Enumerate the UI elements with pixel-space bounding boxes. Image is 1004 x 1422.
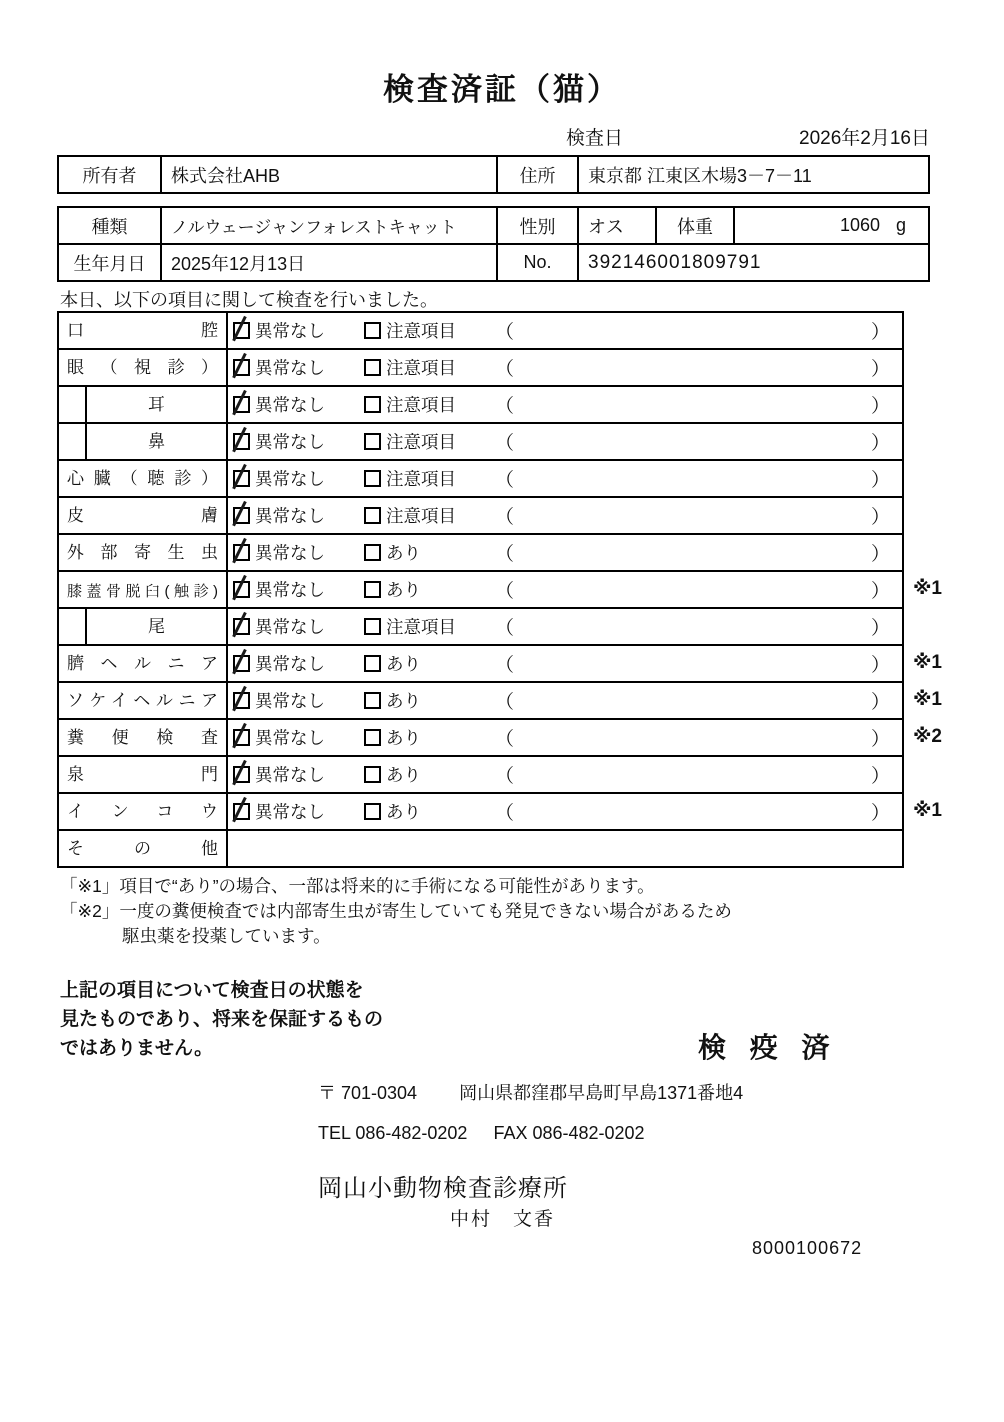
disclaimer-line-1: 上記の項目について検査日の状態を	[60, 980, 364, 1001]
quarantine-passed-stamp: 検 疫 済	[698, 1032, 838, 1063]
option-label: 異常なし	[255, 432, 325, 452]
empty-checkbox-icon	[364, 803, 381, 820]
owner-table	[57, 155, 930, 194]
footnote-mark: ※1	[912, 800, 942, 821]
remarks-parens	[495, 502, 902, 529]
clinic-address-row	[318, 1079, 743, 1105]
paren-open: （	[495, 581, 515, 602]
paren-open: （	[495, 507, 515, 528]
id-label: No.	[496, 245, 577, 280]
item-label: 泉門	[59, 757, 228, 792]
footnote-mark: ※2	[912, 726, 942, 747]
option-label: 注意項目	[386, 469, 456, 489]
clinic-tel: TEL 086-482-0202	[318, 1123, 468, 1143]
option-label: 異常なし	[255, 691, 325, 711]
inspection-row	[59, 533, 902, 570]
checkbox-option	[364, 688, 495, 713]
option-label: 異常なし	[255, 469, 325, 489]
option-label: 異常なし	[255, 728, 325, 748]
paren-open: （	[495, 470, 515, 491]
item-label: 皮膚	[59, 498, 228, 533]
paren-open: （	[495, 322, 515, 343]
sex-label: 性別	[496, 208, 577, 243]
empty-checkbox-icon	[364, 729, 381, 746]
empty-checkbox-icon	[364, 692, 381, 709]
empty-checkbox-icon	[364, 618, 381, 635]
option-label: 異常なし	[255, 617, 325, 637]
paren-open: （	[495, 396, 515, 417]
owner-label: 所有者	[82, 165, 137, 186]
item-content	[228, 757, 902, 792]
footnote-mark: ※1	[912, 578, 942, 599]
paren-open: （	[495, 618, 515, 639]
option-label: あり	[386, 654, 421, 674]
paren-open: （	[495, 729, 515, 750]
veterinarian-name: 中村 文香	[450, 1209, 556, 1230]
remarks-parens	[495, 798, 902, 825]
address-value: 東京都 江東区木場3－7－11	[577, 157, 928, 192]
option-label: 注意項目	[386, 506, 456, 526]
footnote-2-continued: 駆虫薬を投薬しています。	[122, 926, 331, 946]
checked-checkbox-icon	[233, 618, 250, 635]
paren-close: ）	[870, 581, 890, 602]
item-content	[228, 720, 902, 755]
inspection-row	[59, 644, 942, 681]
paren-close: ）	[870, 618, 890, 639]
paren-close: ）	[870, 766, 890, 787]
item-content	[228, 646, 902, 681]
item-content	[228, 683, 902, 718]
checkbox-option	[364, 540, 495, 565]
checkbox-option	[364, 651, 495, 676]
footnote-mark: ※1	[912, 652, 942, 673]
id-value: 392146001809791	[577, 245, 928, 280]
paren-open: （	[495, 692, 515, 713]
paren-close: ）	[870, 803, 890, 824]
option-label: あり	[386, 802, 421, 822]
weight-cell	[733, 208, 928, 243]
checkbox-option	[233, 503, 364, 528]
paren-open: （	[495, 544, 515, 565]
checkbox-option	[364, 799, 495, 824]
item-label: 耳	[59, 387, 228, 422]
checkbox-option	[233, 762, 364, 787]
option-label: 注意項目	[386, 395, 456, 415]
inspection-row	[59, 570, 942, 607]
remarks-parens	[495, 428, 902, 455]
paren-open: （	[495, 433, 515, 454]
option-label: 注意項目	[386, 617, 456, 637]
checkbox-option	[233, 318, 364, 343]
checked-checkbox-icon	[233, 544, 250, 561]
inspection-row	[59, 718, 942, 755]
option-label: あり	[386, 765, 421, 785]
remarks-parens	[495, 465, 902, 492]
checked-checkbox-icon	[233, 470, 250, 487]
checkbox-option	[233, 725, 364, 750]
checked-checkbox-icon	[233, 766, 250, 783]
item-content	[228, 794, 902, 829]
checkbox-option	[233, 799, 364, 824]
paren-close: ）	[870, 359, 890, 380]
remarks-parens	[495, 354, 902, 381]
inspection-row	[59, 459, 902, 496]
disclaimer-line-2: 見たものであり、将来を保証するもの	[60, 1009, 384, 1030]
checkbox-option	[233, 577, 364, 602]
checked-checkbox-icon	[233, 433, 250, 450]
checkbox-option	[233, 392, 364, 417]
footnote-2: 「※2」一度の糞便検査では内部寄生虫が寄生していても発見できない場合があるため	[60, 901, 732, 921]
item-content	[228, 831, 902, 866]
empty-checkbox-icon	[364, 396, 381, 413]
option-label: 異常なし	[255, 506, 325, 526]
address-label: 住所	[496, 157, 577, 192]
option-label: 異常なし	[255, 580, 325, 600]
paren-close: ）	[870, 322, 890, 343]
clinic-postal-code: 〒 701-0304	[318, 1083, 418, 1103]
empty-checkbox-icon	[364, 322, 381, 339]
disclaimer-line-3: ではありません。	[60, 1038, 214, 1059]
paren-close: ）	[870, 470, 890, 491]
item-content	[228, 350, 902, 385]
clinic-contact-row	[318, 1123, 645, 1144]
paren-close: ）	[870, 507, 890, 528]
birthdate-value: 2025年12月13日	[160, 245, 496, 280]
paren-close: ）	[870, 544, 890, 565]
checkbox-option	[364, 577, 495, 602]
paren-open: （	[495, 655, 515, 676]
footnote-1: 「※1」項目で“あり”の場合、一部は将来的に手術になる可能性があります。	[60, 876, 655, 896]
exam-date-row	[566, 123, 930, 150]
intro-text: 本日、以下の項目に関して検査を行いました。	[60, 290, 438, 310]
option-label: 異常なし	[255, 802, 325, 822]
item-label: 口腔	[59, 313, 228, 348]
item-label: その他	[59, 831, 228, 866]
empty-checkbox-icon	[364, 359, 381, 376]
empty-checkbox-icon	[364, 544, 381, 561]
checkbox-option	[233, 466, 364, 491]
inspection-row	[59, 829, 902, 866]
option-label: 異常なし	[255, 395, 325, 415]
item-content	[228, 424, 902, 459]
item-label: 糞便検査	[59, 720, 228, 755]
checked-checkbox-icon	[233, 803, 250, 820]
paren-open: （	[495, 803, 515, 824]
item-label: 尾	[59, 609, 228, 644]
checkbox-option	[233, 540, 364, 565]
item-content	[228, 387, 902, 422]
animal-table	[57, 206, 930, 282]
empty-checkbox-icon	[364, 470, 381, 487]
item-content	[228, 313, 902, 348]
empty-checkbox-icon	[364, 581, 381, 598]
inspection-row	[59, 792, 942, 829]
checked-checkbox-icon	[233, 396, 250, 413]
item-content	[228, 609, 902, 644]
empty-checkbox-icon	[364, 507, 381, 524]
clinic-name: 岡山小動物検査診療所	[318, 1175, 568, 1202]
footnotes	[60, 874, 732, 949]
inspection-row	[59, 755, 902, 792]
breed-value: ノルウェージャンフォレストキャット	[160, 208, 496, 243]
inspection-row	[59, 422, 902, 459]
item-label: ソケイヘルニア	[59, 683, 228, 718]
checkbox-option	[364, 614, 495, 639]
paren-close: ）	[870, 433, 890, 454]
inspection-row	[59, 496, 902, 533]
option-label: あり	[386, 691, 421, 711]
remarks-parens	[495, 724, 902, 751]
paren-open: （	[495, 359, 515, 380]
item-label: インコウ	[59, 794, 228, 829]
checkbox-option	[364, 392, 495, 417]
item-label: 外部寄生虫	[59, 535, 228, 570]
empty-checkbox-icon	[364, 766, 381, 783]
option-label: 注意項目	[386, 321, 456, 341]
paren-close: ）	[870, 729, 890, 750]
birthdate-row	[59, 243, 928, 280]
item-content	[228, 498, 902, 533]
inspection-row	[59, 313, 902, 348]
owner-row	[59, 157, 928, 192]
inspection-row	[59, 681, 942, 718]
checkbox-option	[233, 614, 364, 639]
paren-close: ）	[870, 692, 890, 713]
empty-checkbox-icon	[364, 655, 381, 672]
paren-open: （	[495, 766, 515, 787]
checkbox-option	[364, 762, 495, 787]
remarks-parens	[495, 687, 902, 714]
item-label: 心臓（聴診）	[59, 461, 228, 496]
item-label: 臍ヘルニア	[59, 646, 228, 681]
clinic-address: 岡山県都窪郡早島町早島1371番地4	[459, 1083, 744, 1103]
remarks-parens	[495, 576, 902, 603]
paren-close: ）	[870, 396, 890, 417]
option-label: 異常なし	[255, 765, 325, 785]
checkbox-option	[233, 429, 364, 454]
breed-label: 種類	[91, 216, 128, 237]
checkbox-option	[233, 651, 364, 676]
paren-close: ）	[870, 655, 890, 676]
remarks-parens	[495, 391, 902, 418]
item-label: 眼（視診）	[59, 350, 228, 385]
remarks-parens	[495, 650, 902, 677]
checked-checkbox-icon	[233, 581, 250, 598]
checkbox-option	[364, 503, 495, 528]
inspection-row	[59, 607, 902, 644]
checkbox-option	[233, 688, 364, 713]
checkbox-option	[364, 429, 495, 454]
checked-checkbox-icon	[233, 692, 250, 709]
document-title: 検査済証（猫）	[383, 72, 621, 107]
option-label: 注意項目	[386, 358, 456, 378]
checkbox-option	[364, 355, 495, 380]
checkbox-option	[364, 318, 495, 343]
disclaimer	[60, 976, 383, 1063]
inspection-row	[59, 348, 902, 385]
owner-value: 株式会社AHB	[160, 157, 496, 192]
option-label: あり	[386, 728, 421, 748]
weight-unit: g	[895, 215, 906, 235]
item-label: 膝蓋骨脱臼(触診)	[59, 572, 228, 607]
checked-checkbox-icon	[233, 359, 250, 376]
empty-checkbox-icon	[364, 433, 381, 450]
clinic-fax: FAX 086-482-0202	[493, 1123, 645, 1143]
checkbox-option	[233, 355, 364, 380]
option-label: 注意項目	[386, 432, 456, 452]
item-content	[228, 461, 902, 496]
item-content	[228, 572, 902, 607]
option-label: 異常なし	[255, 543, 325, 563]
option-label: 異常なし	[255, 654, 325, 674]
inspection-row	[59, 385, 902, 422]
weight-label: 体重	[655, 208, 733, 243]
sex-value: オス	[577, 208, 655, 243]
birthdate-label: 生年月日	[73, 253, 146, 274]
breed-row	[59, 208, 928, 243]
item-label: 鼻	[59, 424, 228, 459]
item-content	[228, 535, 902, 570]
inspection-table	[57, 311, 942, 868]
remarks-parens	[495, 613, 902, 640]
checked-checkbox-icon	[233, 322, 250, 339]
footnote-mark: ※1	[912, 689, 942, 710]
checked-checkbox-icon	[233, 729, 250, 746]
checked-checkbox-icon	[233, 655, 250, 672]
checked-checkbox-icon	[233, 507, 250, 524]
remarks-parens	[495, 539, 902, 566]
option-label: あり	[386, 543, 421, 563]
weight-value: 1060	[839, 215, 880, 235]
option-label: 異常なし	[255, 321, 325, 341]
option-label: あり	[386, 580, 421, 600]
exam-date-value: 2026年2月16日	[799, 128, 930, 149]
checkbox-option	[364, 466, 495, 491]
exam-date-label: 検査日	[566, 128, 624, 149]
remarks-parens	[495, 761, 902, 788]
option-label: 異常なし	[255, 358, 325, 378]
checkbox-option	[364, 725, 495, 750]
remarks-parens	[495, 317, 902, 344]
serial-number: 8000100672	[752, 1238, 863, 1258]
